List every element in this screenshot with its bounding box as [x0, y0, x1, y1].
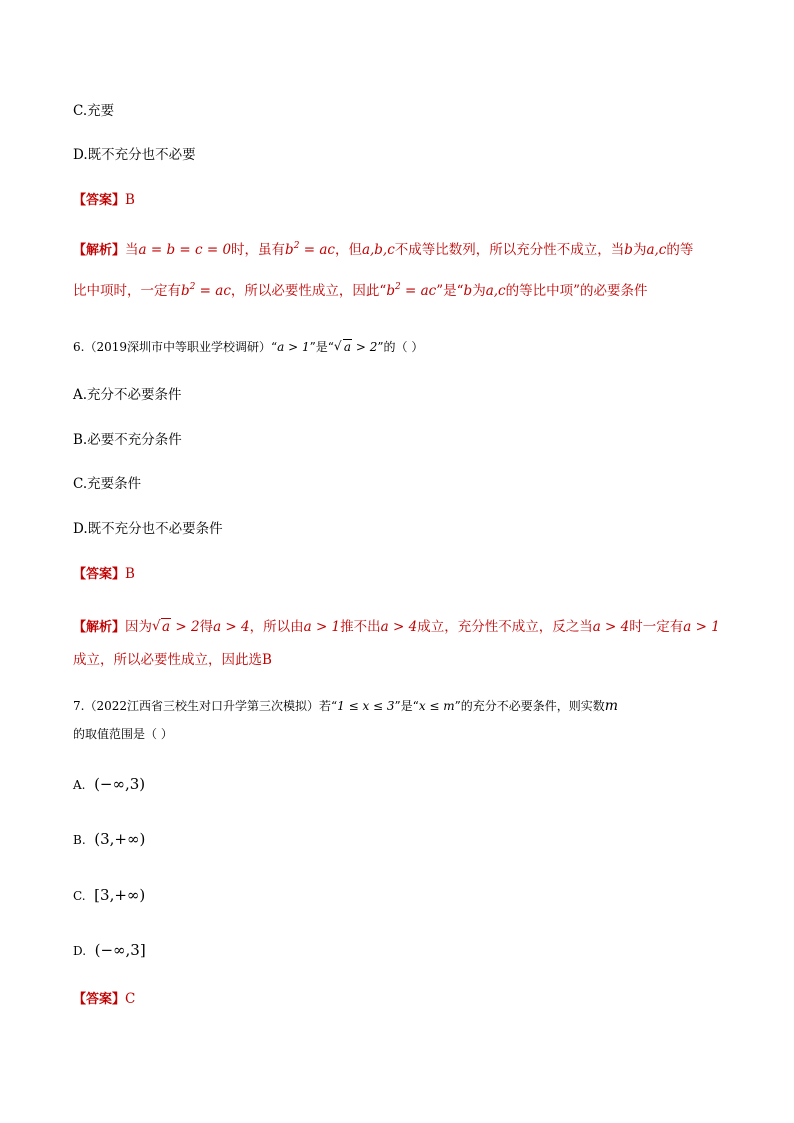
math-expr: b	[624, 242, 633, 258]
analysis-text: 比中项时，一定有	[73, 283, 181, 299]
analysis-text: ，但	[334, 242, 362, 258]
q6-option-b: B.必要不充分条件	[73, 432, 182, 448]
analysis-text: 当	[125, 242, 139, 258]
math-expr: a,c	[485, 283, 506, 299]
math-expr: $b^2$ = ac	[181, 282, 231, 299]
analysis-tag: 【解析】	[73, 243, 126, 258]
answer-line	[73, 190, 135, 211]
answer-value: B	[125, 192, 135, 208]
math-expr: 1 ≤ x ≤ 3	[337, 699, 395, 713]
math-expr: $b^2$ = ac	[285, 241, 335, 258]
math-expr: a = b = c = 0	[138, 242, 232, 258]
q7-option-c: C. [3,+∞)	[73, 886, 146, 904]
analysis-text: 为	[632, 242, 647, 258]
q6-answer-line	[73, 564, 135, 585]
analysis-text: ，所以必要性成立，因此“	[230, 283, 387, 299]
math-expr: a > 4	[380, 619, 418, 635]
analysis-line-1	[73, 240, 693, 261]
math-expr: a > 4	[213, 619, 250, 635]
math-expr: a > 1	[303, 619, 341, 635]
option-c: C.充要	[73, 103, 115, 119]
analysis-tag: 【解析】	[73, 620, 126, 635]
analysis-text: 的等比中项”的必要条件	[505, 283, 648, 299]
analysis-text: 时，虽有	[231, 242, 286, 258]
math-expr: $b^2$ = ac	[386, 282, 437, 299]
math-expr: √ a > 2	[334, 340, 377, 354]
q7-option-a: A. (−∞,3)	[73, 775, 146, 793]
answer-tag: 【答案】	[73, 193, 126, 208]
answer-value: C	[125, 991, 136, 1007]
question-7-stem-line-1: 7.（2022江西省三校生对口升学第三次模拟）若“1 ≤ x ≤ 3”是“x ≤ m”的充分不必要条件，则实数m	[73, 698, 619, 714]
question-6-stem: 6.（2019深圳市中等职业学校调研）“a > 1”是“ √ a > 2”的（ ）	[73, 337, 423, 357]
math-expr: √ a > 2	[152, 618, 200, 635]
option-d: D.既不充分也不必要	[73, 147, 196, 163]
math-expr: a > 1	[277, 340, 310, 354]
q7-answer-line	[73, 989, 135, 1010]
q7-option-b: B. (3,+∞)	[73, 830, 146, 848]
question-7-stem-line-2: 的取值范围是（ ）	[73, 727, 173, 741]
q6-option-c: C.充要条件	[73, 476, 142, 492]
analysis-text: 不成等比数列，所以充分性不成立，当	[394, 242, 625, 258]
math-expr: a > 1	[683, 619, 720, 635]
analysis-text: 为	[472, 283, 486, 299]
q7-option-d: D. (−∞,3]	[73, 941, 146, 959]
math-expr: m	[604, 698, 619, 714]
q6-option-a: A.充分不必要条件	[73, 387, 182, 403]
q6-analysis-line-1: 【解析】因为 √ a > 2得a > 4，所以由a > 1推不出a > 4成立，充分性不成立，反之当a > 4时一定有a > 1	[73, 618, 720, 635]
math-expr: a,c	[646, 242, 667, 258]
math-expr: b	[463, 283, 473, 299]
math-expr: a > 4	[592, 619, 630, 635]
answer-tag: 【答案】	[73, 992, 126, 1007]
math-expr: x ≤ m	[418, 699, 455, 713]
analysis-text: 的等	[666, 242, 694, 258]
analysis-line-2	[73, 281, 648, 301]
math-expr: a,b,c	[361, 242, 395, 258]
sqrt-symbol: √ a	[333, 339, 352, 354]
q6-option-d: D.既不充分也不必要条件	[73, 521, 223, 537]
q6-analysis-line-2: 成立，所以必要性成立，因此选B	[73, 652, 272, 668]
answer-tag: 【答案】	[73, 567, 126, 582]
sqrt-symbol: √ a	[152, 618, 171, 635]
analysis-text: ”是“	[436, 283, 464, 299]
answer-value: B	[125, 566, 135, 582]
